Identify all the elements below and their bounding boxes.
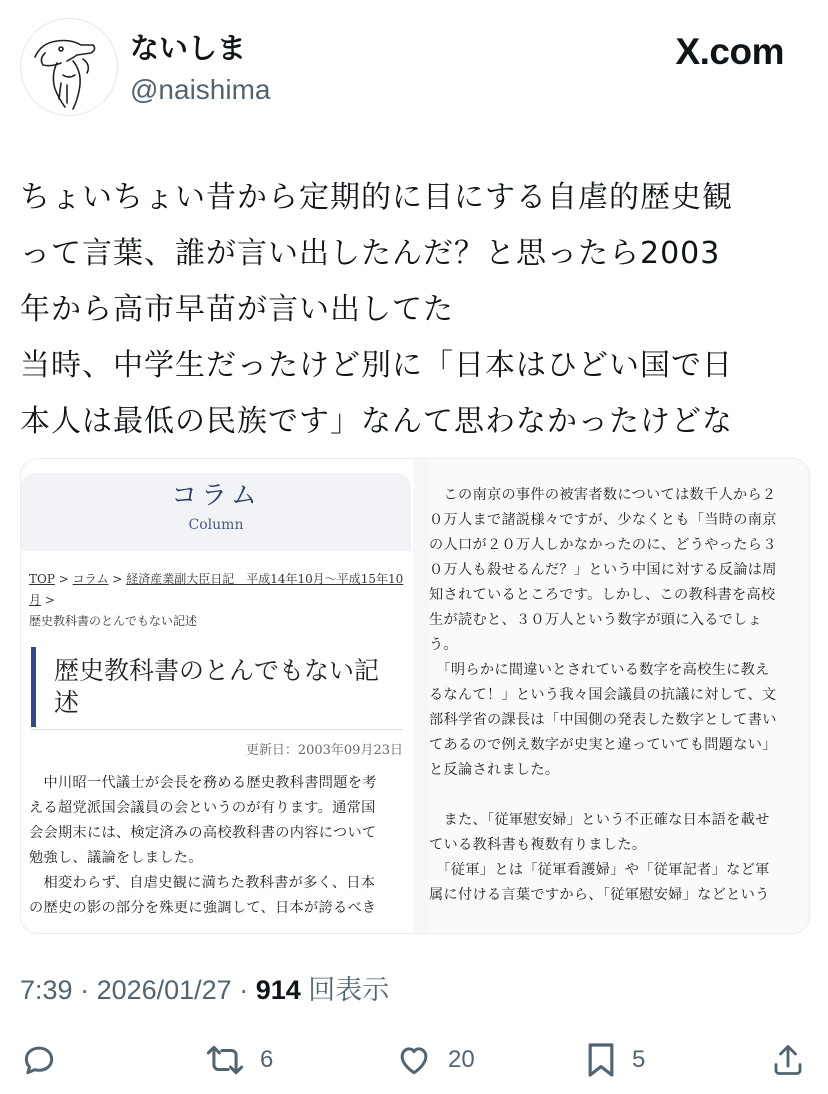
- image-left-column: [21, 459, 413, 933]
- breadcrumb-diary: 経済産業副大臣日記 平成14年10月～平成15年10月: [29, 572, 404, 607]
- repost-icon: [204, 1041, 246, 1079]
- article-line: この南京の事件の被害者数については数千人から２: [429, 487, 777, 503]
- bookmark-count: 5: [632, 1046, 646, 1073]
- reply-button[interactable]: [20, 1038, 72, 1082]
- article-line: ている教科書も複数有りました。: [429, 837, 647, 853]
- article-body-left: [29, 771, 407, 921]
- display-name[interactable]: ないしま: [130, 31, 247, 65]
- article-line: [429, 783, 809, 808]
- brand-text: X.com: [675, 31, 784, 72]
- article-line: 会会期末には、検定済みの高校教科書の内容について: [29, 825, 377, 841]
- action-bar: [0, 1032, 828, 1088]
- reply-icon: [20, 1041, 58, 1079]
- meta-sep: ·: [72, 975, 97, 1005]
- article-updated: 更新日：2003年09月23日: [245, 743, 403, 758]
- article-line: 勉強し、議論をしました。: [29, 850, 203, 866]
- column-banner: [21, 473, 411, 551]
- view-count: 914: [255, 975, 301, 1005]
- article-line: える超党派国会議員の会というのが有ります。通常国: [29, 800, 376, 816]
- article-line: ０万人まで諸説様々ですが、少なくとも「当時の南京: [429, 512, 777, 528]
- user-handle[interactable]: @naishima: [130, 74, 271, 105]
- article-line: の歴史の影の部分を殊更に強調して、日本が誇るべき: [29, 900, 377, 916]
- share-icon: [770, 1041, 806, 1079]
- article-line: ０万人も殺せるんだ？」という中国に対する反論は周: [429, 562, 777, 578]
- breadcrumb-sep: >: [54, 572, 73, 586]
- article-line: 知されているところです。しかし、この教科書を高校: [429, 587, 776, 603]
- article-line: また、「従軍慰安婦」という不正確な日本語を載せ: [429, 812, 770, 828]
- tweet-line: 年から高市早苗が言い出してた: [20, 292, 454, 327]
- attached-image[interactable]: [20, 458, 810, 934]
- breadcrumb-sep: >: [108, 572, 127, 586]
- like-button[interactable]: [394, 1038, 475, 1082]
- brand-logo: [675, 30, 784, 74]
- breadcrumb: [29, 569, 407, 632]
- repost-button[interactable]: [204, 1038, 273, 1082]
- view-label: 回表示: [300, 975, 390, 1005]
- article-title: 歴史教科書のとんでもない記述: [31, 647, 403, 727]
- tweet-line: 本人は最低の民族です」なんて思わなかったけどな: [20, 404, 733, 439]
- article-line: 部科学省の課長は「中国側の発表した数字として書い: [429, 712, 777, 728]
- tweet-date[interactable]: 2026/01/27: [96, 975, 232, 1005]
- tweet-time[interactable]: 7:39: [20, 975, 73, 1005]
- tweet-line: ちょいちょい昔から定期的に目にする自虐的歴史観: [20, 180, 733, 215]
- article-divider: [31, 729, 403, 730]
- article-line: 属に付ける言葉ですから、「従軍慰安婦」などという: [429, 887, 770, 903]
- heart-icon: [394, 1041, 434, 1079]
- article-line: 生が読むと、３０万人という数字が頭に入るでしょ: [429, 612, 763, 628]
- tweet-text: [20, 170, 810, 450]
- meta-sep: ·: [231, 975, 256, 1005]
- tweet-meta: [20, 972, 389, 1008]
- article-line: るなんて！」という我々国会議員の抗議に対して、文: [429, 687, 777, 703]
- tweet-header: [0, 0, 828, 130]
- article-line: と反論されました。: [429, 762, 560, 778]
- breadcrumb-top: TOP: [29, 572, 55, 586]
- column-banner-subtitle: Column: [188, 517, 244, 533]
- article-line: 中川昭一代議士が会長を務める歴史教科書問題を考: [29, 775, 377, 791]
- article-body-right: [429, 483, 809, 908]
- avatar[interactable]: [20, 18, 118, 116]
- article-line: う。: [429, 637, 458, 653]
- article-line: 相変わらず、自虐史観に満ちた教科書が多く、日本: [29, 875, 376, 891]
- repost-count: 6: [260, 1046, 274, 1073]
- breadcrumb-column: コラム: [72, 572, 109, 586]
- avatar-drawing-icon: [21, 19, 117, 115]
- tweet-line: 当時、中学生だったけど別に「日本はひどい国で日: [20, 348, 733, 383]
- article-line: 「従軍」とは「従軍看護婦」や「従軍記者」など軍: [429, 862, 770, 878]
- bookmark-button[interactable]: [584, 1038, 645, 1082]
- breadcrumb-current: 歴史教科書のとんでもない記述: [29, 614, 198, 628]
- article-line: の人口が２０万人しかなかったのに、どうやったら３: [429, 537, 777, 553]
- article-line: てあるので例え数字が史実と違っていても問題ない」: [429, 737, 777, 753]
- column-banner-title: コラム: [171, 481, 261, 511]
- bookmark-icon: [584, 1040, 618, 1080]
- share-button[interactable]: [770, 1038, 806, 1082]
- tweet-line: って言葉、誰が言い出したんだ？と思ったら2003: [20, 236, 721, 271]
- article-line: 「明らかに間違いとされている数字を高校生に教え: [429, 662, 770, 678]
- breadcrumb-sep: >: [41, 593, 55, 607]
- like-count: 20: [448, 1046, 475, 1073]
- image-right-column: [429, 459, 809, 933]
